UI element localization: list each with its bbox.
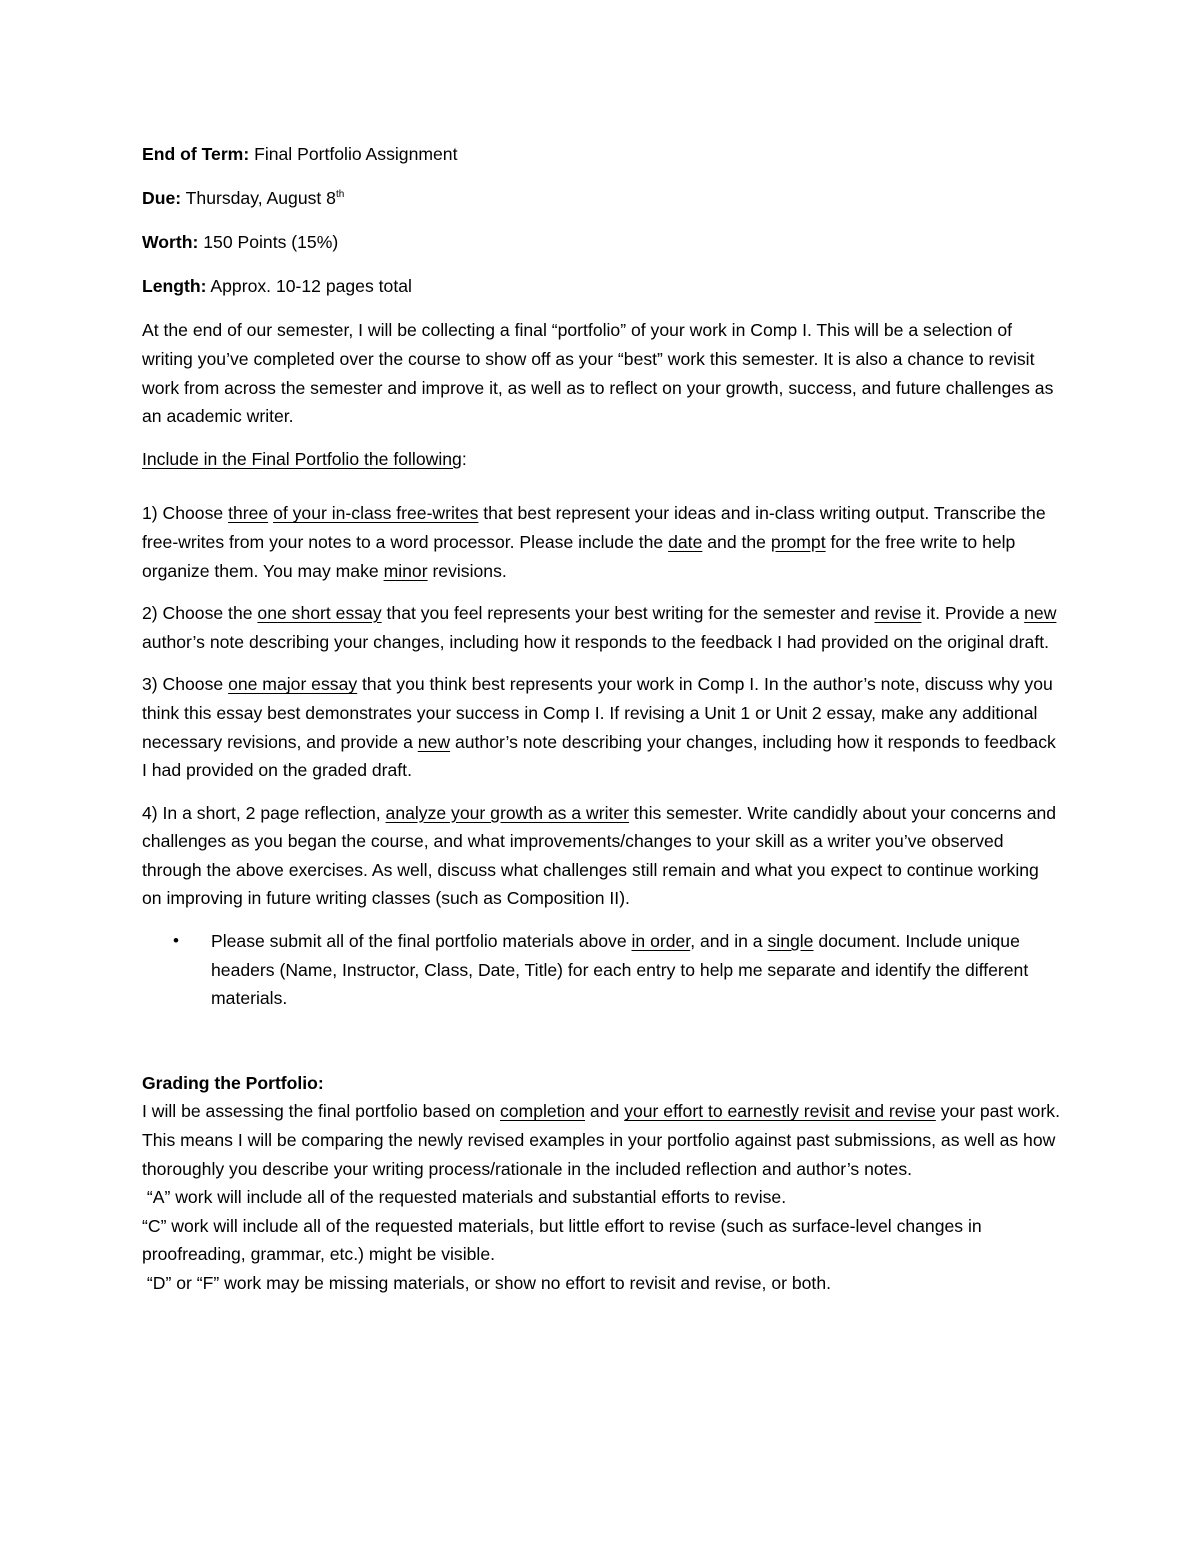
- bullet-text: Please submit all of the final portfolio materials above in order, and in a single document. Include unique headers (Name, Instructor, Class, Date, Title) for each entry to help me separate and identify the different materials.: [211, 931, 1029, 1009]
- include-heading: Include in the Final Portfolio the following:: [142, 448, 467, 469]
- term-line: [142, 140, 1062, 169]
- grade-df-line: “D” or “F” work may be missing materials, or show no effort to revisit and revise, or both.: [142, 1273, 831, 1293]
- grade-a-line: “A” work will include all of the requested materials and substantial efforts to revise.: [142, 1187, 787, 1208]
- item-4: 4) In a short, 2 page reflection, analyze your growth as a writer this semester. Write candidly about your concerns and challenges as you began the course, and what improvements/changes to your skill as a writer you’ve observed through the above exercises. As well, discuss what challenges still remain and what you expect to continue working on improving in future writing classes (such as Composition II).: [142, 802, 1057, 909]
- item-1: 1) Choose three of your in-class free-writes that best represent your ideas and in-class writing output. Transcribe the free-writes from your notes to a word processor. Please include the date and the prompt for the free write to help organize them. You may make minor revisions.: [142, 503, 1046, 581]
- due-value: Thursday, August 8: [181, 188, 336, 209]
- grade-c-line: “C” work will include all of the requested materials, but little effort to revise (such as surface-level changes in proofreading, grammar, etc.) might be visible.: [142, 1215, 982, 1265]
- term-value: Final Portfolio Assignment: [249, 144, 458, 164]
- worth-line: [142, 228, 1062, 257]
- worth-value: 150 Points (15%): [198, 232, 339, 253]
- worth-label: Worth:: [142, 232, 199, 253]
- document-page: [142, 140, 1062, 1298]
- grading-section: [142, 1069, 1062, 1298]
- term-label: End of Term:: [142, 144, 250, 164]
- length-value: Approx. 10-12 pages total: [206, 276, 412, 297]
- grading-paragraph: I will be assessing the final portfolio based on completion and your effort to earnestly revisit and revise your past work. This means I will be comparing the newly revised examples in your portfolio against past submissions, as well as how thoroughly you describe your writing process/rationale in the included reflection and author’s notes.: [142, 1101, 1060, 1179]
- item-2: 2) Choose the one short essay that you feel represents your best writing for the semester and revise it. Provide a new author’s note describing your changes, including how it responds to the feedback I had provided on the original draft.: [142, 603, 1057, 652]
- due-suffix: th: [335, 189, 345, 201]
- due-label: Due:: [142, 188, 182, 209]
- submission-bullet: [142, 927, 1062, 1013]
- item-3: 3) Choose one major essay that you think best represents your work in Comp I. In the author’s note, discuss why you think this essay best demonstrates your success in Comp I. If revising a Unit 1 or Unit 2 essay, make any additional necessary revisions, and provide a new author’s note describing your changes, including how it responds to feedback I had provided on the graded draft.: [142, 674, 1056, 781]
- grading-heading: Grading the Portfolio:: [142, 1072, 324, 1093]
- include-heading-text: Include in the Final Portfolio the following: [142, 448, 462, 469]
- length-label: Length:: [142, 276, 207, 297]
- length-line: [142, 272, 1062, 301]
- due-line: [142, 184, 1062, 213]
- bullet-icon: •: [173, 931, 179, 951]
- intro-paragraph: At the end of our semester, I will be collecting a final “portfolio” of your work in Comp I. This will be a selection of writing you’ve completed over the course to show off as your “best” work this semester. It is also a chance to revisit work from across the semester and improve it, as well as to reflect on your growth, success, and future challenges as an academic writer.: [142, 320, 1054, 427]
